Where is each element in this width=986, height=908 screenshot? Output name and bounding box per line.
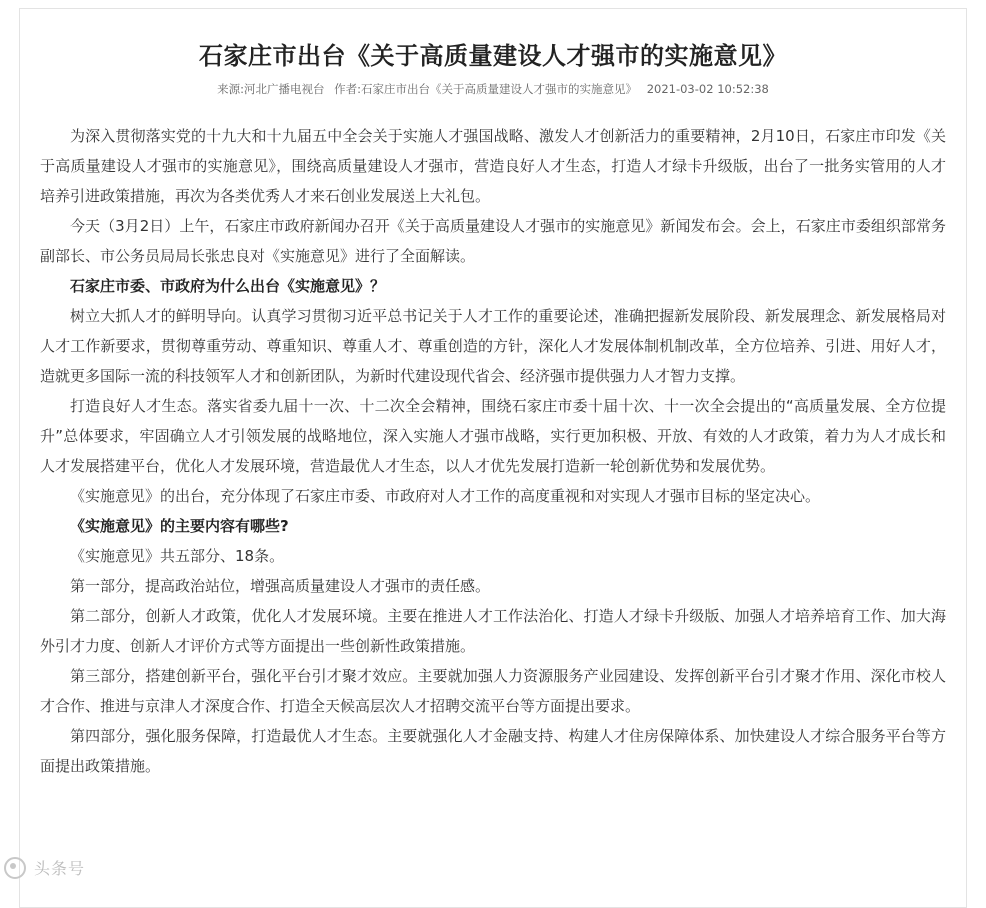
article-meta	[0, 81, 986, 97]
paragraph: 打造良好人才生态。落实省委九届十一次、十二次全会精神，围绕石家庄市委十届十次、十一次全会提出的“高质量发展、全方位提升”总体要求，牢固确立人才引领发展的战略地位，深入实施人才强市战略，实行更加积极、开放、有效的人才政策，着力为人才成长和人才发展搭建平台，优化人才发展环境，营造最优人才生态，以人才优先发展打造新一轮创新优势和发展优势。	[40, 397, 946, 475]
watermark-logo-icon	[4, 857, 26, 879]
meta-source: 来源:河北广播电视台	[217, 82, 325, 96]
paragraph: 《实施意见》的出台，充分体现了石家庄市委、市政府对人才工作的高度重视和对实现人才强市目标的坚定决心。	[70, 487, 821, 505]
section-heading: 《实施意见》的主要内容有哪些?	[70, 517, 289, 535]
article-title: 石家庄市出台《关于高质量建设人才强市的实施意见》	[199, 42, 787, 70]
paragraph: 《实施意见》共五部分、18条。	[70, 547, 285, 565]
section-heading: 石家庄市委、市政府为什么出台《实施意见》？	[70, 277, 386, 295]
watermark-text: 头条号	[34, 859, 86, 878]
paragraph: 为深入贯彻落实党的十九大和十九届五中全会关于实施人才强国战略、激发人才创新活力的重要精神，2月10日，石家庄市印发《关于高质量建设人才强市的实施意见》，围绕高质量建设人才强市，营造良好人才生态，打造人才绿卡升级版，出台了一批务实管用的人才培养引进政策措施，再次为各类优秀人才来石创业发展送上大礼包。	[40, 127, 946, 205]
paragraph: 今天（3月2日）上午，石家庄市政府新闻办召开《关于高质量建设人才强市的实施意见》新闻发布会。会上，石家庄市委组织部常务副部长、市公务员局局长张忠良对《实施意见》进行了全面解读。	[40, 217, 946, 265]
paragraph: 第四部分，强化服务保障，打造最优人才生态。主要就强化人才金融支持、构建人才住房保障体系、加快建设人才综合服务平台等方面提出政策措施。	[40, 727, 946, 775]
article-body	[40, 121, 946, 781]
watermark	[4, 856, 85, 879]
paragraph: 第一部分，提高政治站位，增强高质量建设人才强市的责任感。	[70, 577, 491, 595]
paragraph: 第二部分，创新人才政策，优化人才发展环境。主要在推进人才工作法治化、打造人才绿卡升级版、加强人才培养培育工作、加大海外引才力度、创新人才评价方式等方面提出一些创新性政策措施。	[40, 607, 946, 655]
paragraph: 树立大抓人才的鲜明导向。认真学习贯彻习近平总书记关于人才工作的重要论述，准确把握新发展阶段、新发展理念、新发展格局对人才工作新要求，贯彻尊重劳动、尊重知识、尊重人才、尊重创造的方针，深化人才发展体制机制改革，全方位培养、引进、用好人才，造就更多国际一流的科技领军人才和创新团队，为新时代建设现代省会、经济强市提供强力人才智力支撑。	[40, 307, 946, 385]
meta-author: 作者:石家庄市出台《关于高质量建设人才强市的实施意见》	[334, 82, 638, 96]
paragraph: 第三部分，搭建创新平台，强化平台引才聚才效应。主要就加强人力资源服务产业园建设、发挥创新平台引才聚才作用、深化市校人才合作、推进与京津人才深度合作、打造全天候高层次人才招聘交流平台等方面提出要求。	[40, 667, 946, 715]
meta-datetime: 2021-03-02 10:52:38	[646, 82, 769, 96]
